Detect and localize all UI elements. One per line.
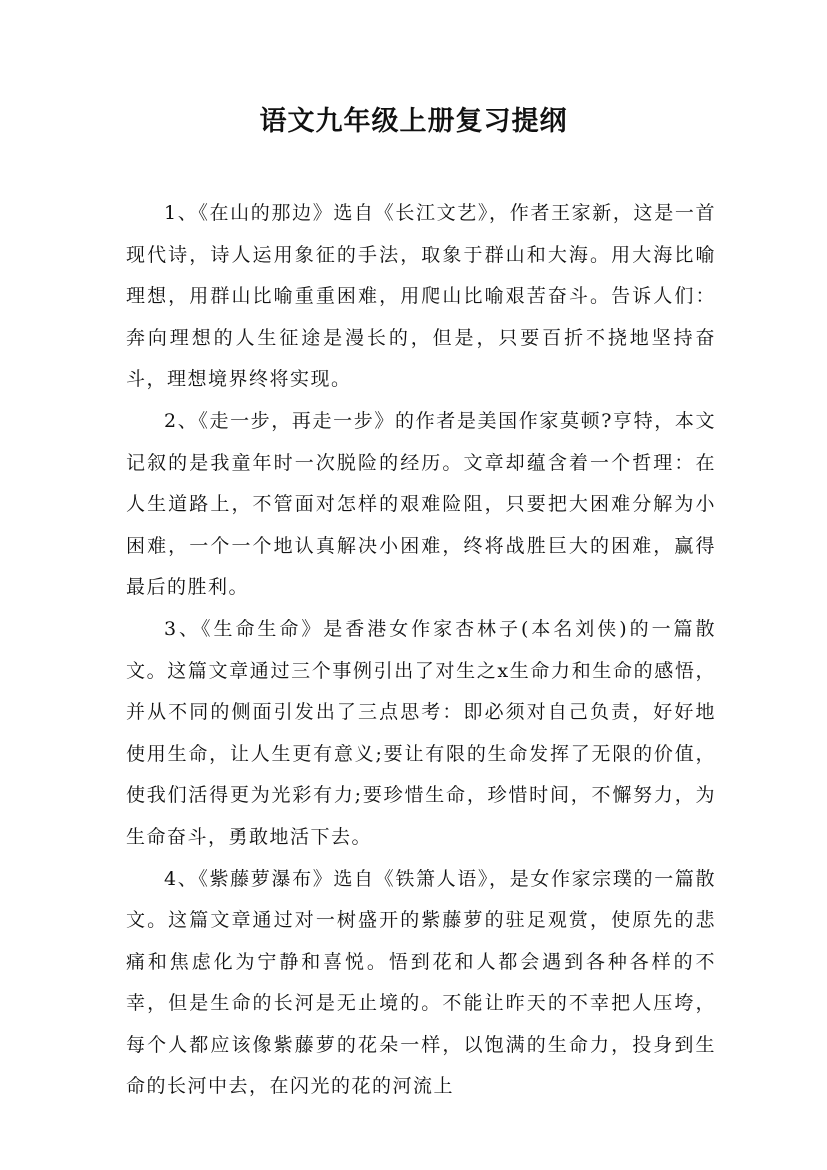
paragraph-3: 3、《生命生命》是香港女作家杏林子(本名刘侠)的一篇散文。这篇文章通过三个事例引出了对生之x生命力和生命的感悟，并从不同的侧面引发出了三点思考：即必须对自己负责，好好地使用生命，让人生更有意义;要让有限的生命发挥了无限的价值，使我们活得更为光彩有力;要珍惜生命，珍惜时间，不懈努力，为生命奋斗，勇敢地活下去。 xyxy=(126,617,716,848)
document-title: 语文九年级上册复习提纲 xyxy=(259,106,568,137)
paragraph-1: 1、《在山的那边》选自《长江文艺》，作者王家新，这是一首现代诗，诗人运用象征的手法，取象于群山和大海。用大海比喻理想，用群山比喻重重困难，用爬山比喻艰苦奋斗。告诉人们：奔向理想的人生征途是漫长的，但是，只要百折不挠地坚持奋斗，理想境界终将实现。 xyxy=(126,202,716,391)
paragraph-4: 4、《紫藤萝瀑布》选自《铁箫人语》，是女作家宗璞的一篇散文。这篇文章通过对一树盛开的紫藤萝的驻足观赏，使原先的悲痛和焦虑化为宁静和喜悦。悟到花和人都会遇到各种各样的不幸，但是生命的长河是无止境的。不能让昨天的不幸把人压垮，每个人都应该像紫藤萝的花朵一样，以饱满的生命力，投身到生命的长河中去，在闪光的花的河流上 xyxy=(126,867,716,1098)
document-body xyxy=(126,193,716,1108)
paragraph-2: 2、《走一步，再走一步》的作者是美国作家莫顿?亨特，本文记叙的是我童年时一次脱险的经历。文章却蕴含着一个哲理：在人生道路上，不管面对怎样的艰难险阻，只要把大困难分解为小困难，一个一个地认真解决小困难，终将战胜巨大的困难，赢得最后的胜利。 xyxy=(126,409,716,599)
